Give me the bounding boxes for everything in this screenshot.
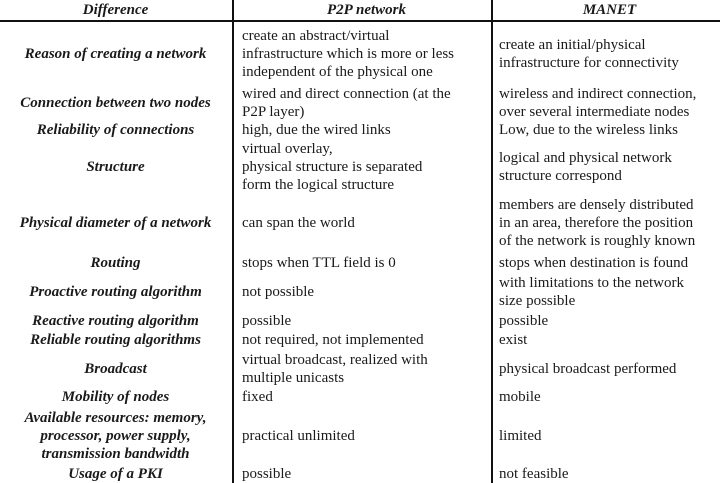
table-row (0, 86, 720, 119)
manet-cell (499, 311, 720, 330)
difference-cell (0, 273, 231, 311)
cell-text-line: Mobility of nodes (61, 389, 170, 405)
table-row (0, 387, 720, 407)
difference-cell (0, 252, 231, 273)
cell-text-line: possible (499, 312, 549, 329)
cell-text-line: Proactive routing algorithm (29, 284, 202, 300)
p2p-cell (242, 194, 492, 252)
cell-text-line: infrastructure for connectivity (499, 55, 679, 71)
cell-text-line: with limitations to the network (499, 275, 684, 291)
cell-text-line: create an initial/physical (499, 37, 646, 53)
cell-text-line: Broadcast (84, 360, 147, 377)
p2p-cell (242, 311, 492, 330)
cell-text-line: Usage of a PKI (68, 465, 163, 482)
cell-text-line: Connection between two nodes (20, 94, 211, 111)
cell-text-line: Reliable routing algorithms (30, 332, 201, 348)
manet-cell (499, 252, 720, 273)
cell-text-line: possible (242, 465, 292, 482)
cell-text-line: limited (499, 427, 542, 444)
manet-cell (499, 273, 720, 311)
table-row (0, 252, 720, 273)
cell-text-line: Available resources: memory, (24, 409, 207, 426)
difference-cell (0, 194, 231, 252)
p2p-cell (242, 330, 492, 350)
cell-text-line: mobile (499, 389, 541, 405)
cell-text-line: physical broadcast performed (499, 360, 677, 377)
cell-text-line: Physical diameter of a network (19, 215, 212, 231)
cell-text-line: members are densely distributed (499, 197, 694, 213)
difference-cell (0, 311, 231, 330)
cell-text-line: multiple unicasts (242, 369, 345, 386)
cell-text-line: size possible (499, 293, 576, 309)
p2p-cell (242, 140, 492, 194)
manet-cell (499, 86, 720, 119)
table-row (0, 407, 720, 464)
cell-text-line: Low, due to the wireless links (499, 121, 678, 138)
table-row (0, 119, 720, 140)
table-row (0, 311, 720, 330)
cell-text-line: virtual broadcast, realized with (242, 351, 428, 368)
cell-text-line: structure correspond (499, 168, 622, 184)
p2p-cell (242, 464, 492, 483)
cell-text-line: wired and direct connection (at the (242, 86, 451, 102)
table-row (0, 22, 720, 86)
cell-text-line: Reliability of connections (36, 121, 195, 138)
cell-text-line: Reason of creating a network (24, 46, 207, 62)
difference-cell (0, 330, 231, 350)
difference-cell (0, 22, 231, 86)
cell-text-line: Reactive routing algorithm (32, 312, 199, 329)
cell-text-line: stops when TTL field is 0 (242, 254, 396, 271)
manet-cell (499, 407, 720, 464)
cell-text-line: practical unlimited (242, 427, 355, 444)
cell-text-line: not possible (242, 284, 315, 300)
difference-cell (0, 119, 231, 140)
cell-text-line: not feasible (499, 465, 569, 482)
cell-text-line: transmission bandwidth (41, 445, 190, 462)
cell-text-line: processor, power supply, (40, 427, 191, 444)
cell-text-line: create an abstract/virtual (242, 28, 390, 44)
p2p-cell (242, 407, 492, 464)
header-p2p-network: P2P network (326, 2, 407, 18)
cell-text-line: exist (499, 332, 528, 348)
header-difference: Difference (82, 2, 149, 18)
p2p-cell (242, 387, 492, 407)
table-header-row (0, 0, 720, 20)
table-row (0, 330, 720, 350)
manet-cell (499, 330, 720, 350)
cell-text-line: fixed (242, 389, 273, 405)
manet-cell (499, 119, 720, 140)
cell-text-line: can span the world (242, 215, 355, 231)
cell-text-line: over several intermediate nodes (499, 103, 690, 119)
table-row (0, 140, 720, 194)
p2p-cell (242, 350, 492, 387)
cell-text-line: infrastructure which is more or less (242, 46, 455, 62)
table-row (0, 273, 720, 311)
cell-text-line: of the network is roughly known (499, 233, 696, 249)
difference-cell (0, 387, 231, 407)
header-manet: MANET (582, 2, 637, 18)
cell-text-line: high, due the wired links (242, 121, 391, 138)
p2p-cell (242, 273, 492, 311)
difference-cell (0, 464, 231, 483)
cell-text-line: form the logical structure (242, 177, 395, 193)
cell-text-line: possible (242, 312, 292, 329)
cell-text-line: not required, not implemented (242, 332, 424, 348)
difference-cell (0, 140, 231, 194)
manet-cell (499, 140, 720, 194)
manet-cell (499, 22, 720, 86)
difference-cell (0, 350, 231, 387)
manet-cell (499, 464, 720, 483)
cell-text-line: independent of the physical one (242, 64, 433, 80)
table-row (0, 350, 720, 387)
manet-cell (499, 350, 720, 387)
cell-text-line: in an area, therefore the position (499, 215, 694, 231)
cell-text-line: Structure (86, 159, 145, 175)
p2p-cell (242, 22, 492, 86)
manet-cell (499, 194, 720, 252)
cell-text-line: logical and physical network (499, 150, 672, 166)
table-row (0, 464, 720, 483)
cell-text-line: P2P layer) (242, 103, 305, 119)
p2p-cell (242, 86, 492, 119)
cell-text-line: virtual overlay, (242, 141, 333, 157)
difference-cell (0, 407, 231, 464)
table-row (0, 194, 720, 252)
cell-text-line: Routing (90, 254, 141, 271)
p2p-cell (242, 119, 492, 140)
cell-text-line: stops when destination is found (499, 254, 689, 271)
cell-text-line: wireless and indirect connection, (499, 86, 697, 102)
cell-text-line: physical structure is separated (242, 159, 423, 175)
manet-cell (499, 387, 720, 407)
difference-cell (0, 86, 231, 119)
p2p-cell (242, 252, 492, 273)
